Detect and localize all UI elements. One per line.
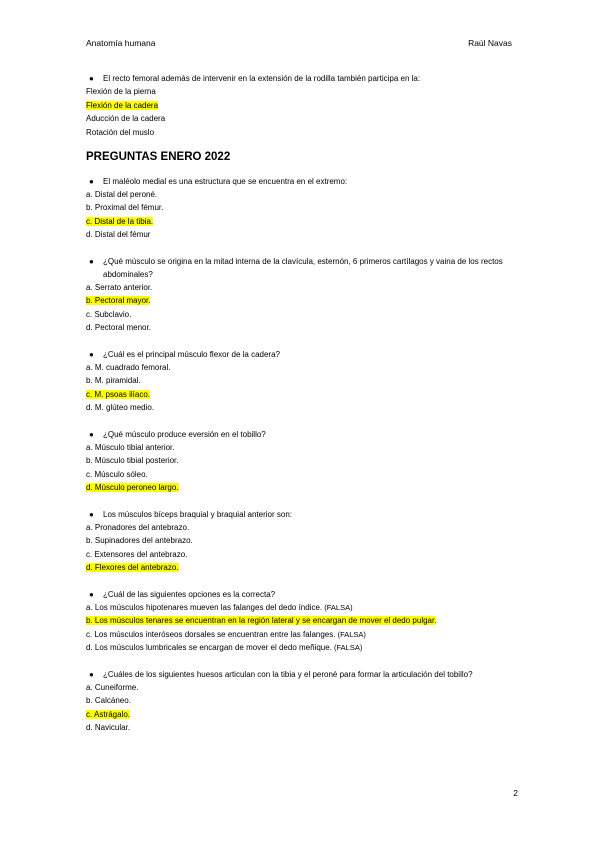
header-author: Raúl Navas: [468, 38, 512, 48]
intro-option: [86, 126, 518, 140]
option-text: c. Astrágalo.: [86, 709, 131, 719]
answer-option: [86, 614, 518, 628]
answer-option: [86, 188, 518, 202]
answer-option: [86, 481, 518, 495]
bullet-icon: ●: [89, 429, 94, 439]
answer-option: [86, 694, 518, 708]
option-text: d. Pectoral menor.: [86, 323, 151, 333]
bullet-icon: ●: [89, 349, 94, 359]
answer-option: [86, 321, 518, 335]
option-text: a. M. cuadrado femoral.: [86, 362, 171, 372]
question-block: [86, 175, 518, 242]
question: [86, 588, 518, 601]
option-text: a. Pronadores del antebrazo.: [86, 522, 190, 532]
option-text: c. Subclavio.: [86, 309, 132, 319]
option-text: b. Los músculos tenares se encuentran en la región lateral y se encargan de mover el dedo pulgar.: [86, 616, 437, 626]
question-text: El recto femoral además de intervenir en la extensión de la rodilla también participa en la:: [103, 74, 421, 83]
bullet-icon: ●: [89, 256, 94, 266]
option-text: c. Músculo sóleo.: [86, 469, 148, 479]
answer-option: [86, 681, 518, 695]
intro-option: [86, 112, 518, 126]
option-text: d. Distal del fémur: [86, 230, 151, 240]
option-text: a. Serrato anterior.: [86, 282, 153, 292]
question-list: [86, 175, 518, 735]
option-text: d. Flexores del antebrazo.: [86, 563, 179, 573]
question: [86, 175, 518, 188]
option-note: (FALSA): [335, 629, 366, 639]
answer-option: [86, 401, 518, 415]
header-subject: Anatomía humana: [86, 38, 156, 48]
answer-option: [86, 721, 518, 735]
document-body: [86, 72, 518, 735]
answer-option: [86, 454, 518, 468]
question-text: ¿Cuáles de los siguientes huesos articulan con la tibia y el peroné para formar la articulación del tobillo?: [103, 669, 473, 679]
bullet-icon: ●: [89, 669, 94, 679]
option-text: Flexión de la cadera: [86, 100, 159, 110]
answer-option: [86, 534, 518, 548]
option-text: d. Músculo peroneo largo.: [86, 483, 179, 493]
option-text: b. Pectoral mayor.: [86, 296, 151, 306]
question-text: ¿Cuál es el principal músculo flexor de la cadera?: [103, 349, 280, 359]
question-block: [86, 668, 518, 735]
intro-option: [86, 85, 518, 99]
question-text: El maléolo medial es una estructura que se encuentra en el extremo:: [103, 176, 348, 186]
option-text: Flexión de la pierna: [86, 87, 156, 96]
option-text: d. Navicular.: [86, 723, 131, 733]
answer-option: [86, 468, 518, 482]
answer-option: [86, 628, 518, 642]
question-text: ¿Cuál de las siguientes opciones es la correcta?: [103, 589, 276, 599]
option-text: c. M. psoas ilíaco.: [86, 389, 151, 399]
question-block: [86, 255, 518, 335]
question-text: ¿Qué músculo produce eversión en el tobillo?: [103, 429, 266, 439]
bullet-icon: ●: [89, 509, 94, 519]
option-text: a. Distal del peroné.: [86, 189, 158, 199]
answer-option: [86, 708, 518, 722]
answer-option: [86, 641, 518, 655]
question-text: ¿Qué músculo se origina en la mitad interna de la clavícula, esternón, 6 primeros cartílagos y vaina de los rectos abdominales?: [103, 256, 503, 279]
question: [86, 508, 518, 521]
option-text: Rotación del muslo: [86, 127, 155, 137]
answer-option: [86, 561, 518, 575]
question-block: [86, 588, 518, 655]
option-text: d. Los músculos lumbricales se encargan de mover el dedo meñique.: [86, 643, 332, 653]
bullet-icon: ●: [89, 176, 94, 186]
bullet-icon: ●: [89, 74, 94, 83]
option-text: b. M. piramidal.: [86, 376, 141, 386]
answer-option: [86, 521, 518, 535]
page-number: 2: [513, 788, 518, 798]
answer-option: [86, 548, 518, 562]
answer-option: [86, 601, 518, 615]
option-text: c. Distal de la tibia.: [86, 216, 154, 226]
answer-option: [86, 215, 518, 229]
answer-option: [86, 441, 518, 455]
option-text: b. Proximal del fémur.: [86, 203, 164, 213]
option-text: c. Extensores del antebrazo.: [86, 549, 188, 559]
option-text: a. Los músculos hipotenares mueven las falanges del dedo índice.: [86, 602, 323, 612]
answer-option: [86, 281, 518, 295]
answer-option: [86, 374, 518, 388]
question: [86, 255, 518, 281]
question-block: [86, 508, 518, 575]
answer-option: [86, 308, 518, 322]
question: [86, 668, 518, 681]
option-text: b. Supinadores del antebrazo.: [86, 536, 193, 546]
answer-option: [86, 228, 518, 242]
intro-option: [86, 99, 518, 113]
question-text: Los músculos bíceps braquial y braquial anterior son:: [103, 509, 292, 519]
answer-option: [86, 294, 518, 308]
option-text: a. Cuneiforme.: [86, 682, 139, 692]
option-text: a. Músculo tibial anterior.: [86, 442, 175, 452]
question: [86, 348, 518, 361]
answer-option: [86, 388, 518, 402]
option-text: c. Los músculos interóseos dorsales se encuentran entre las falanges.: [86, 629, 336, 639]
answer-option: [86, 201, 518, 215]
option-text: Aducción de la cadera: [86, 114, 166, 123]
option-note: (FALSA): [331, 643, 363, 653]
option-text: b. Calcáneo.: [86, 696, 131, 706]
answer-option: [86, 361, 518, 375]
question-block: [86, 428, 518, 495]
question-block: [86, 348, 518, 415]
option-text: d. M. glúteo medio.: [86, 403, 155, 413]
section-title: PREGUNTAS ENERO 2022: [86, 151, 231, 163]
bullet-icon: ●: [89, 589, 94, 599]
intro-question: [86, 72, 518, 85]
option-note: (FALSA): [322, 602, 353, 612]
question: [86, 428, 518, 441]
option-text: b. Músculo tibial posterior.: [86, 456, 179, 466]
